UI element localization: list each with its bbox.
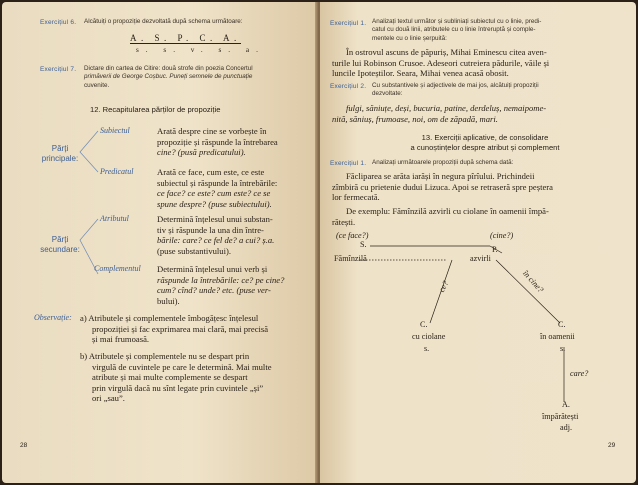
text2-line: lor fermecată.	[332, 192, 380, 203]
diagram-in-oamenii: în oamenii	[540, 332, 575, 341]
ex1b-label: Exercițiul 1.	[330, 160, 367, 167]
def-line: tiv și răspunde la una din între-	[157, 224, 264, 235]
example-line: rătești.	[332, 216, 356, 227]
ex2-label: Exercițiul 2.	[330, 83, 367, 90]
def-line: Arată ce face, cum este, ce este	[157, 167, 265, 177]
term-complement: Complementul	[94, 264, 141, 273]
secondary-word: Părți	[51, 235, 69, 244]
diagram-s: S.	[360, 240, 367, 249]
text1-line: În ostrovul ascuns de păpuriș, Mihai Eminescu citea aven-	[346, 47, 547, 57]
principal-word: principale:	[41, 154, 79, 163]
diagram-lines	[320, 2, 636, 483]
def-line: (puse substantivului).	[157, 245, 231, 256]
diagram-c1: C.	[420, 320, 428, 329]
example-label: De exemplu:	[346, 206, 391, 216]
ex7-line: Dictare din cartea de Citire: două strofe din poezia Concertul	[84, 65, 253, 72]
obs-line: și mai frumoasă.	[92, 334, 150, 345]
principal-word: Părți	[51, 144, 69, 153]
ex1b-text: Analizați următoarele propoziții după schema dată:	[372, 159, 514, 166]
q-ce-face: (ce face?)	[336, 231, 369, 240]
ex1-line: Analizați textul următor și subliniați subiectul cu o linie, predi-	[372, 18, 542, 25]
diagram-adj: adj.	[560, 423, 573, 432]
def-line: propoziție și răspunde la întrebarea	[157, 136, 278, 147]
q-cine: (cine?)	[490, 231, 514, 240]
q-ce: ce?	[437, 279, 451, 294]
obs-line: ori „sau”.	[92, 393, 125, 404]
def-line: cum? cînd? unde? etc. (puse ver-	[157, 285, 271, 296]
words-line: nită, săniuș, frumoase, noi, om de zăpadă, mari.	[332, 113, 498, 124]
ex2-line: Cu substantivele și adjectivele de mai jos, alcătuiți propoziții	[372, 82, 539, 89]
secondary-word: secundare:	[40, 245, 80, 254]
observatie-b	[80, 351, 314, 404]
text1-line: turile lui Robinson Crusoe. Adeseori cutreiera pădurile, văile și	[332, 57, 550, 68]
term-subiect: Subiectul	[100, 126, 130, 135]
ex2-line: dezvoltate:	[372, 90, 403, 98]
words-line: fulgi, săniuțe, deși, bucuria, patine, derdeluș, nemaipome-	[346, 103, 547, 113]
schema-letters: A. S. P. C. A.	[130, 33, 241, 43]
diagram-c2: C.	[558, 320, 566, 329]
def-predicat	[157, 167, 313, 209]
ex6-label: Exercițiul 6.	[40, 19, 77, 26]
q-care: care?	[570, 369, 589, 378]
diagram-imparatesti: împărătești	[542, 412, 579, 421]
def-line: răspunde la întrebările: ce? pe cine?	[157, 274, 285, 285]
def-line: spune despre? (puse subiectului).	[157, 198, 272, 209]
diagram-azvirli: azvirli	[470, 254, 491, 263]
obs-line: prin virgulă dacă nu sînt legate prin cuvintele „și”	[92, 382, 264, 393]
def-line: subiectul și răspunde la întrebările:	[157, 177, 278, 188]
obs-line: atribute și mai multe complemente se despart	[92, 372, 248, 383]
def-complement	[157, 264, 313, 306]
def-atribut	[157, 214, 313, 256]
def-line: bările: care? ce fel de? a cui? ș.a.	[157, 235, 275, 246]
ex7-label: Exercițiul 7.	[40, 66, 77, 73]
def-subiect	[157, 126, 313, 158]
obs-line: virgulă de cuvintele pe care le determină. Mai multe	[92, 361, 272, 372]
def-line: cine? (pusă predicatului).	[157, 147, 246, 158]
schema-types: s. s. v. s. a.	[136, 46, 265, 54]
section-13-title: 13. Exerciții aplicative, de consolidare	[421, 133, 549, 142]
book-spread	[2, 2, 636, 483]
observatie-label: Observație:	[34, 313, 72, 322]
term-predicat: Predicatul	[100, 167, 134, 176]
secondary-parts-label	[38, 235, 82, 255]
diagram-p: P.	[492, 245, 498, 254]
diagram-a: A.	[562, 400, 570, 409]
term-atribut: Atributul	[100, 214, 129, 223]
text1-line: luncile Ipoteștilor. Seara, Mihai venea acasă obosit.	[332, 68, 509, 79]
obs-line: propoziției și fac exprimarea mai clară, mai precisă	[92, 323, 269, 334]
obs-line: a) Atributele și complementele îmbogățesc înțelesul	[80, 313, 259, 323]
text2-line: zîmbiră cu prietenie dudui Lizuca. Apoi se retraseră spre peștera	[332, 181, 553, 192]
def-line: Determină înțelesul unui verb și	[157, 264, 268, 274]
observatie-a	[80, 313, 314, 345]
text2-line: Făcliparea se arăta iarăși în negura pîrîului. Prichindeii	[346, 171, 535, 181]
page-number-right: 29	[608, 442, 616, 449]
diagram-cu-ciolane: cu ciolane	[412, 332, 446, 341]
def-line: Arată despre cine se vorbește în	[157, 126, 267, 136]
section-13-subtitle: a cunoștințelor despre atribut și complement	[410, 143, 560, 152]
example-text: Fămînzilă azvirli cu ciolane în oamenii împă-	[392, 206, 549, 216]
q-in-cine: în cine?	[520, 268, 546, 295]
ex7-line: primăverii de George Coșbuc. Puneți semnele de punctuație	[84, 73, 253, 81]
def-line: Determină înțelesul unui substan-	[157, 214, 273, 224]
page-number-left: 28	[20, 442, 28, 449]
diagram-faminzila: Fămînzilă	[334, 254, 367, 263]
obs-line: b) Atributele și complementele nu se despart prin	[80, 351, 250, 361]
principal-parts-label	[38, 144, 82, 164]
diagram-s-small-2: s.	[560, 344, 566, 353]
def-line: bului).	[157, 295, 180, 306]
section-12-title: 12. Recapitularea părților de propoziție	[90, 105, 221, 114]
ex1-line: mentele cu o linie șerpuită:	[372, 34, 447, 42]
left-page	[2, 2, 318, 483]
right-page	[320, 2, 636, 483]
ex1-line: catul cu două linii, atributele cu o linie întreruptă și comple-	[372, 26, 536, 34]
diagram-s-small: s.	[424, 344, 430, 353]
def-line: ce face? ce este? cum este? ce se	[157, 188, 271, 199]
ex7-line: cuvenite.	[84, 81, 110, 89]
ex6-text: Alcătuiți o propoziție dezvoltată după schema următoare:	[84, 18, 243, 25]
ex1-label: Exercițiul 1.	[330, 20, 367, 27]
